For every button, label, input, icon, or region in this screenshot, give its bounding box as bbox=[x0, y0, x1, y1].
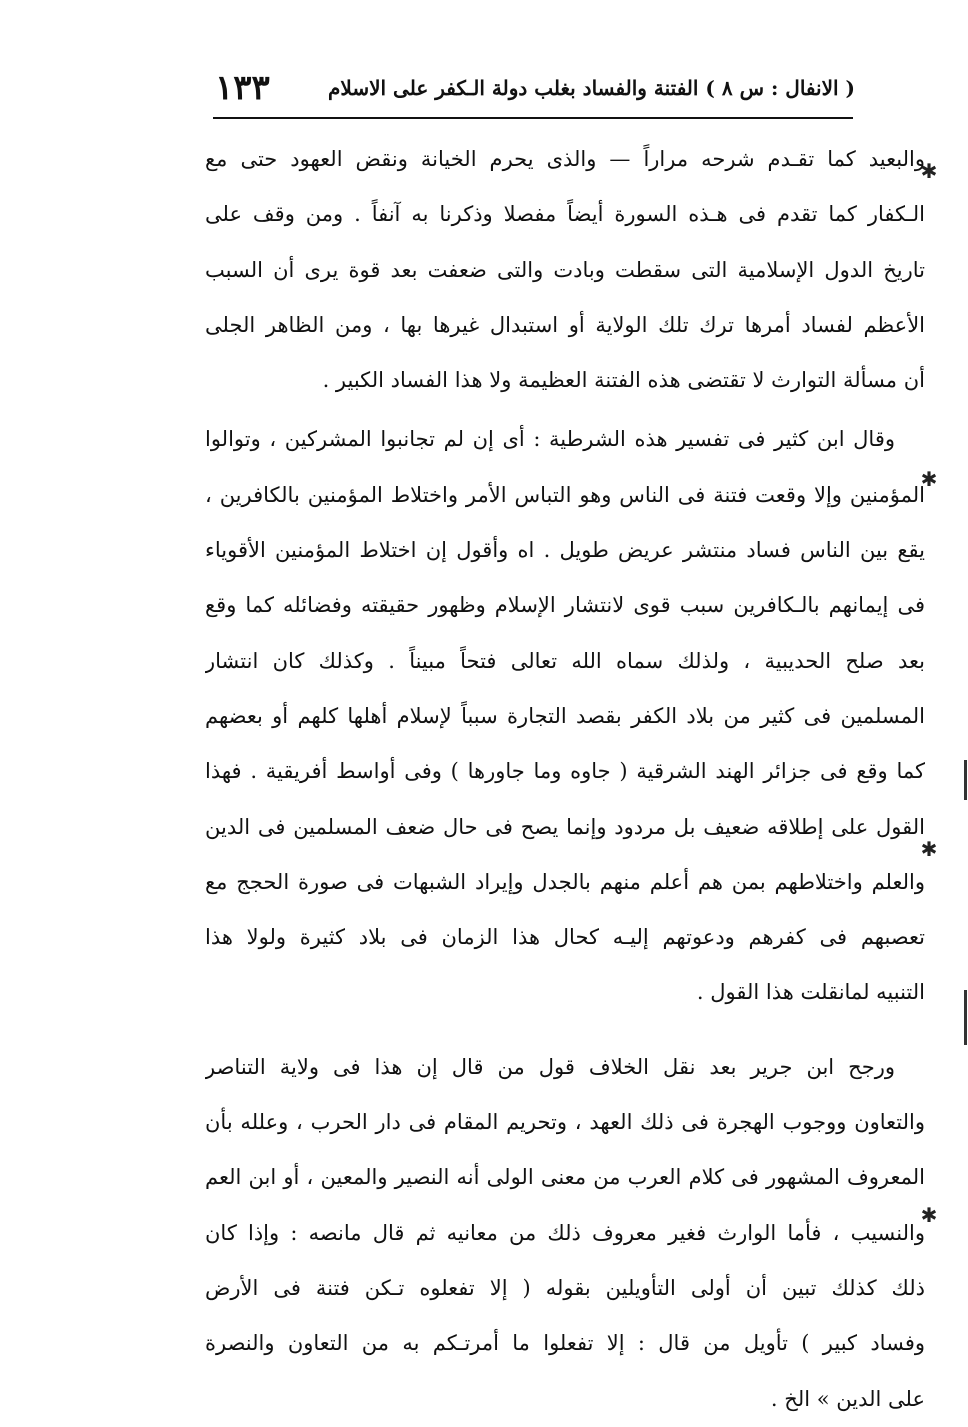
text-line: والنسيب ، فأما الوارث فغير معروف ذلك من معانيه ثم قال مانصه : وإذا كان bbox=[205, 1220, 925, 1245]
text-line: يقع بين الناس فساد منتشر عريض طويل . اه وأقول إن اختلاط المؤمنين الأقوياء bbox=[205, 538, 925, 563]
margin-mark: ✱ bbox=[920, 467, 938, 491]
scan-edge-line bbox=[964, 990, 967, 1045]
text-line: المؤمنين وإلا وقعت فتنة فى الناس وهو التباس الأمر واختلاط المؤمنين بالكافرين ، bbox=[205, 482, 925, 507]
header-title: ( الانفال : س ٨ ) الفتنة والفساد بغلب دولة الـكفر على الاسلام bbox=[328, 76, 855, 100]
text-line: والتعاون ووجوب الهجرة فى ذلك العهد ، وتحريم المقام فى دار الحرب ، وعلله بأن bbox=[205, 1110, 925, 1135]
text-line: القول على إطلاقه ضعيف بل مردود وإنما يصح فى حال ضعف المسلمين فى الدين bbox=[205, 814, 925, 839]
header-rule bbox=[213, 117, 853, 119]
text-line: المعروف المشهور فى كلام العرب من معنى الولى أنه النصير والمعين ، أو ابن العم bbox=[205, 1165, 925, 1190]
text-line: وقال ابن كثير فى تفسير هذه الشرطية : أى إن لم تجانبوا المشركين ، وتوالوا bbox=[205, 427, 895, 452]
text-line: الـكفار كما تقدم فى هـذه السورة أيضاً مفصلا وذكرنا به آنفاً . ومن وقف على bbox=[205, 202, 925, 227]
text-line: ورجح ابن جرير بعد نقل الخلاف قول من قال إن هذا فى ولاية التناصر bbox=[205, 1054, 895, 1079]
margin-mark: ✱ bbox=[920, 159, 938, 183]
text-line: التنبيه لمانقلت هذا القول . bbox=[696, 980, 925, 1005]
paragraph-3 bbox=[205, 1040, 925, 1427]
text-line: والعلم واختلاطهم بمن هم أعلم منهم بالجدل وإيراد الشبهات فى صورة الحجج مع bbox=[205, 869, 925, 894]
text-line: ذلك كذلك تبين أن أولى التأويلين بقوله ( إلا تفعلوه تـكن فتنة فى الأرض bbox=[205, 1275, 925, 1300]
running-header bbox=[215, 66, 855, 110]
paragraph-2 bbox=[205, 412, 925, 1020]
text-line: والبعيد كما تقـدم شرحه مراراً — والذى يحرم الخيانة ونقض العهود حتى مع bbox=[205, 147, 925, 171]
body-text bbox=[205, 132, 925, 1427]
text-line: بعد صلح الحديبية ، ولذلك سماه الله تعالى فتحاً مبيناً . وكذلك كان انتشار bbox=[205, 648, 925, 673]
scan-edge-line bbox=[964, 760, 967, 800]
paragraph-1 bbox=[205, 132, 925, 408]
text-line: كما وقع فى جزائر الهند الشرقية ( جاوه وما جاورها ) وفى أواسط أفريقية . فهذا bbox=[205, 759, 925, 784]
text-line: فى إيمانهم بالـكافرين سبب قوى لانتشار الإسلام وظهور حقيقته وفضائله كما وقع bbox=[205, 593, 925, 618]
text-line: الأعظم لفساد أمرها ترك تلك الولاية أو استبدال غيرها بها ، ومن الظاهر الجلى bbox=[205, 312, 925, 337]
text-line: وفساد كبير ) تأويل من قال : إلا تفعلوا ما أمرتـكم به من التعاون والنصرة bbox=[205, 1331, 925, 1356]
text-line: أن مسألة التوارث لا تقتضى هذه الفتنة العظيمة ولا هذا الفساد الكبير . bbox=[322, 368, 925, 393]
text-line: المسلمين فى كثير من بلاد الكفر بقصد التجارة سبباً لإسلام أهلها كلهم أو بعضهم bbox=[205, 703, 925, 728]
margin-mark: ✱ bbox=[920, 1203, 938, 1227]
text-line: تاريخ الدول الإسلامية التى سقطت وبادت والتى ضعفت بعد قوة يرى أن السبب bbox=[205, 257, 925, 282]
margin-mark: ✱ bbox=[920, 837, 938, 861]
text-line: على الدين » الخ . bbox=[770, 1386, 925, 1411]
text-line: تعصبهم فى كفرهم ودعوتهم إليـه كحال هذا الزمان فى بلاد كثيرة ولولا هذا bbox=[205, 925, 925, 950]
page-number: ١٣٣ bbox=[215, 68, 270, 108]
